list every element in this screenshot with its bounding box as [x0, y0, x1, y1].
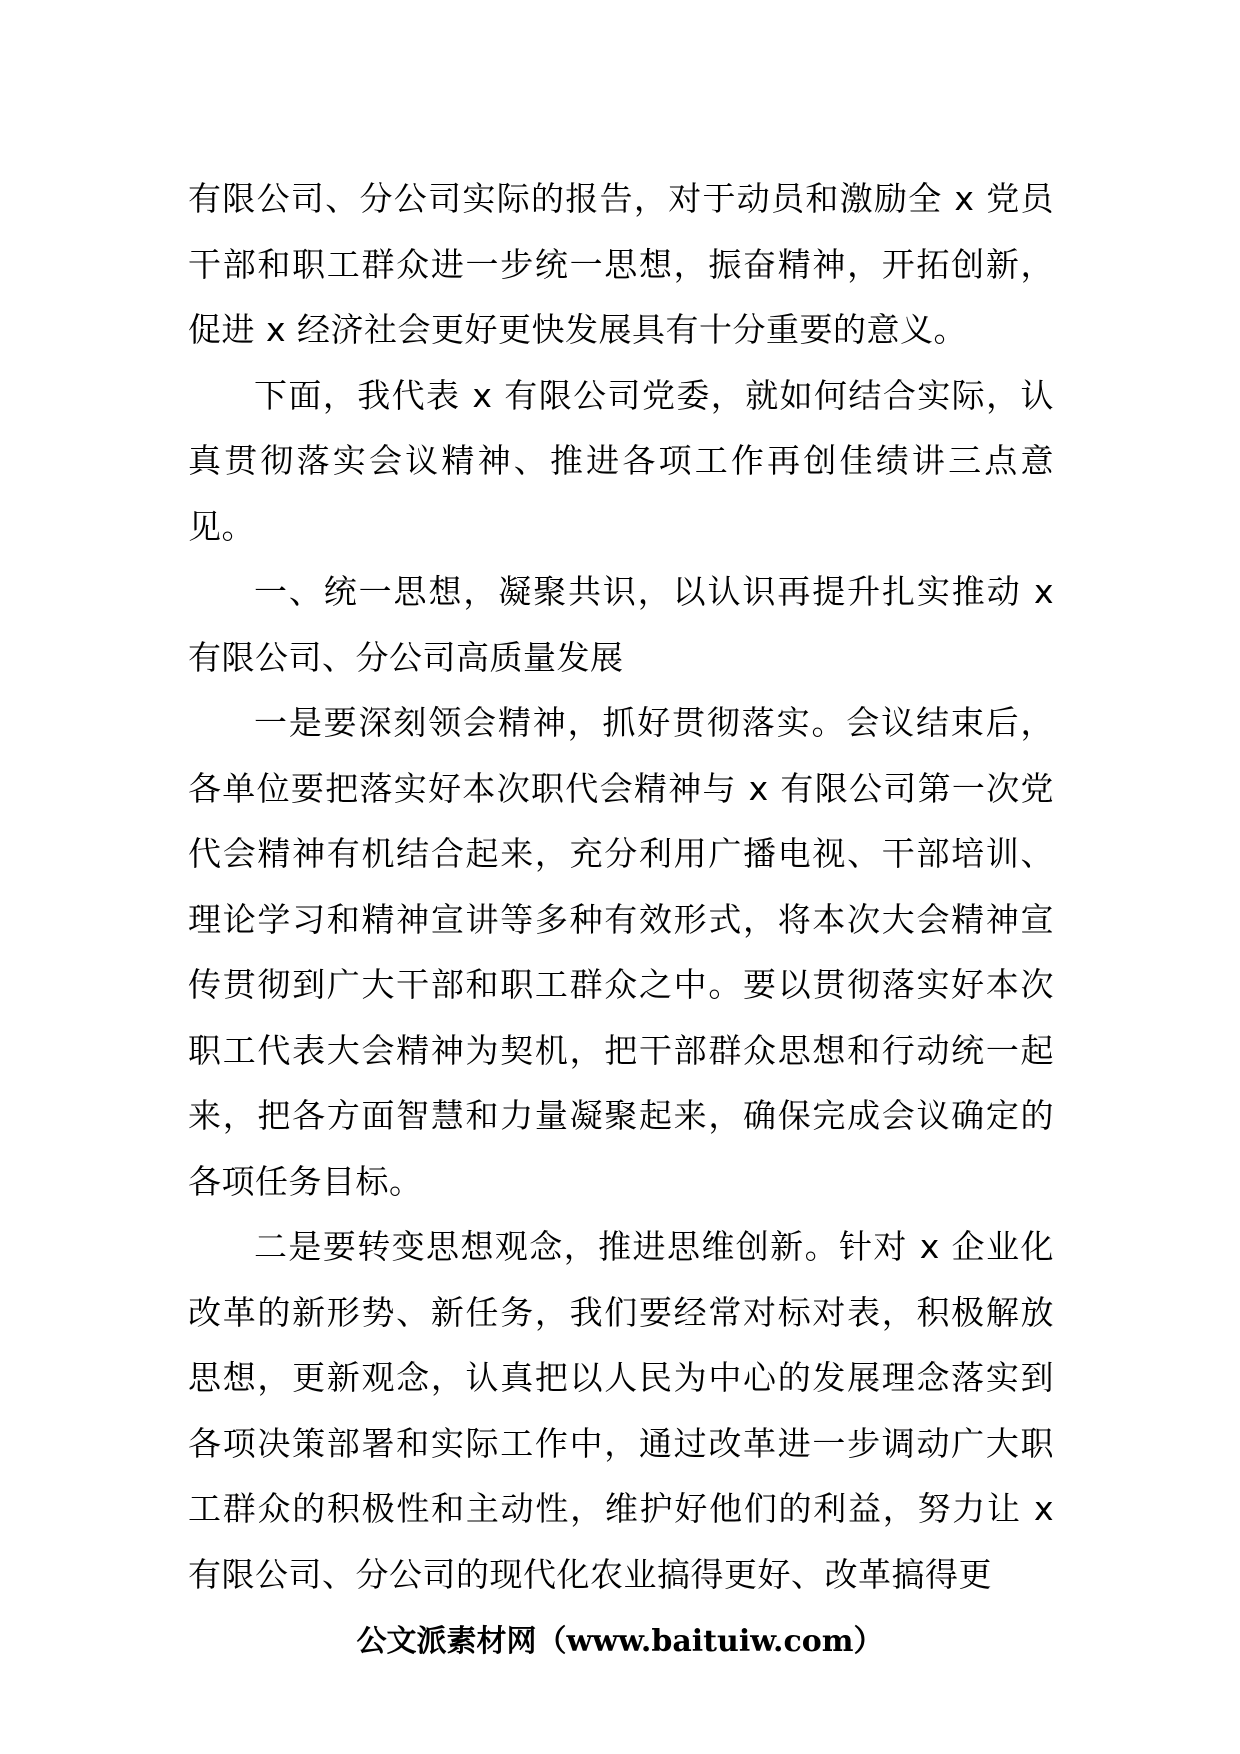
paragraph-4: 二是要转变思想观念，推进思维创新。针对 x 企业化改革的新形势、新任务，我们要经常对标对表，积极解放思想，更新观念，认真把以人民为中心的发展理念落实到各项决策部署和实际工作中，通过改革进一步调动广大职工群众的积极性和主动性，维护好他们的利益，努力让 x 有限公司、分公司的现代化农业搞得更好、改革搞得更: [188, 1227, 1054, 1594]
paragraph-2: 下面，我代表 x 有限公司党委，就如何结合实际，认真贯彻落实会议精神、推进各项工作再创佳绩讲三点意见。: [188, 375, 1054, 546]
paragraph-3: 一是要深刻领会精神，抓好贯彻落实。会议结束后，各单位要把落实好本次职代会精神与 x 有限公司第一次党代会精神有机结合起来，充分利用广播电视、干部培训、理论学习和精神宣讲等多种有效形式，将本次大会精神宣传贯彻到广大干部和职工群众之中。要以贯彻落实好本次职工代表大会精神为契机，把干部群众思想和行动统一起来，把各方面智慧和力量凝聚起来，确保完成会议确定的各项任务目标。: [188, 703, 1054, 1201]
paragraph-1: 有限公司、分公司实际的报告，对于动员和激励全 x 党员干部和职工群众进一步统一思想，振奋精神，开拓创新，促进 x 经济社会更好更快发展具有十分重要的意义。: [188, 179, 1054, 349]
section-heading-1: 一、统一思想，凝聚共识，以认识再提升扎实推动 x 有限公司、分公司高质量发展: [188, 572, 1054, 677]
footer-watermark-text: 公文派素材网（www.baituiw.com）: [356, 1624, 884, 1659]
document-body: [188, 166, 1054, 1607]
